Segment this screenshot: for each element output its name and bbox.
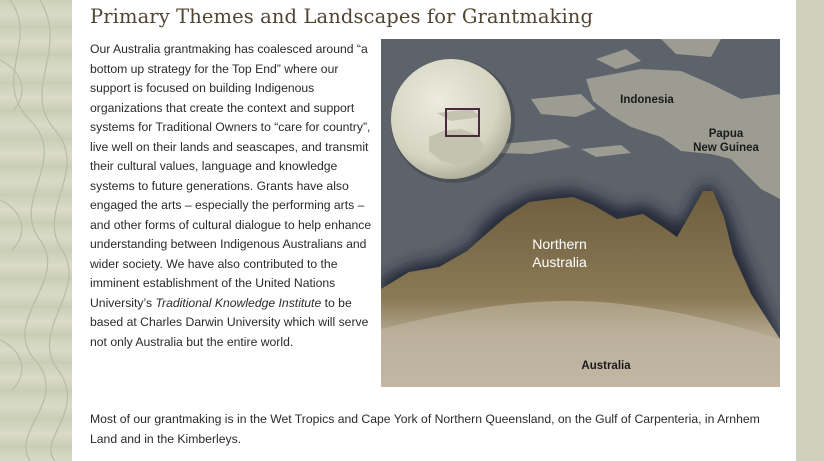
label-papua-line2: New Guinea: [693, 142, 759, 154]
label-northern-line1: Northern: [532, 236, 587, 252]
label-indonesia: [617, 93, 677, 107]
label-indonesia-text: Indonesia: [620, 94, 674, 106]
left-decorative-border: [0, 0, 72, 461]
right-decorative-border: [796, 0, 824, 461]
label-australia: [571, 359, 641, 373]
northern-australia-map: [381, 39, 780, 387]
article-content: [72, 0, 796, 461]
label-northern-australia: [517, 235, 602, 271]
label-papua-line1: Papua: [708, 128, 744, 140]
locator-globe: [391, 59, 515, 183]
grantmaking-regions-paragraph: Most of our grantmaking is in the Wet Tropics and Cape York of Northern Queensland, on the Gulf of Carpenteria, in Arnhem Land and in the Kimberleys.: [90, 412, 760, 446]
label-australia-text: Australia: [581, 360, 631, 372]
intro-text-part2: to be based at Charles Darwin University which will serve not only Australia but the entire world.: [90, 295, 369, 349]
institute-name: Traditional Knowledge Institute: [155, 295, 322, 310]
swirl-pattern: [0, 0, 72, 461]
page-title: Primary Themes and Landscapes for Grantmaking: [90, 5, 594, 28]
label-papua-new-guinea: [686, 127, 766, 155]
label-northern-line2: Australia: [532, 254, 587, 270]
intro-paragraph: [90, 40, 373, 352]
map-graphic: [381, 39, 780, 387]
intro-text-part1: Our Australia grantmaking has coalesced around “a bottom up strategy for the Top End” where our support is focused on building Indigenous organizations that create the context and support systems for Traditional Owners to “care for country”, live well on their lands and seascapes, and transmit their cultural values, language and knowledge systems to future generations. Grants have also engaged the arts – especially the performing arts – and other forms of cultural dialogue to help enhance understanding between Indigenous Australians and wider society. We have also contributed to the imminent establishment of the United Nations University’s: [90, 42, 372, 310]
